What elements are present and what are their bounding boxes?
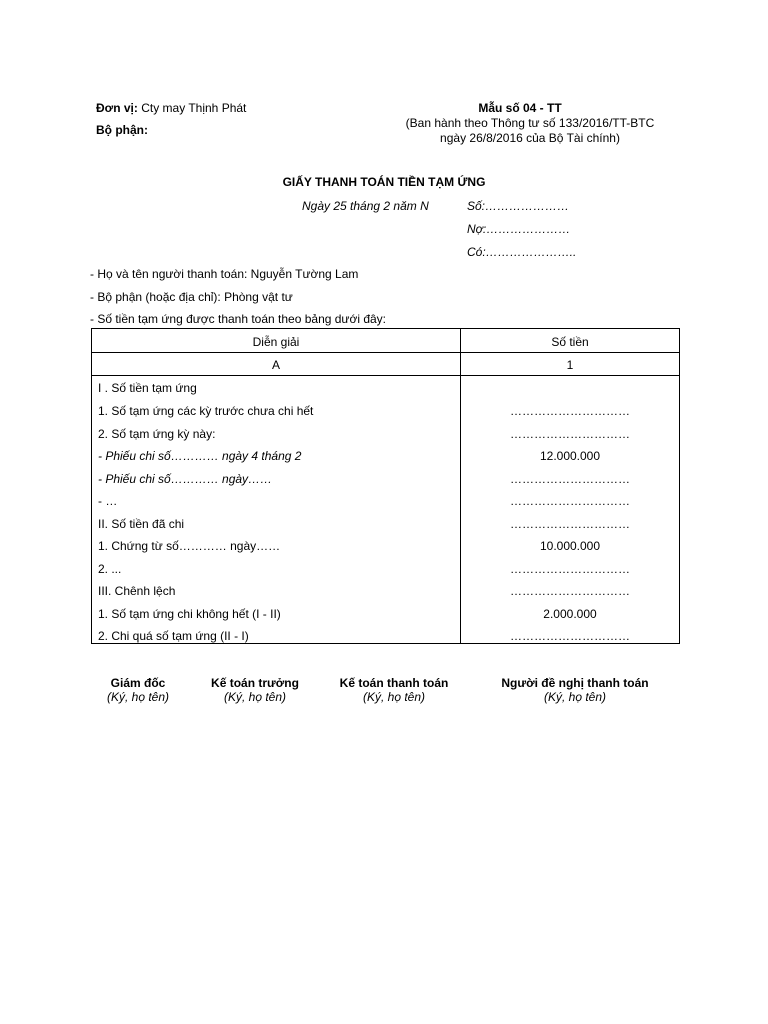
unit-line <box>96 101 246 116</box>
signature-chief-accountant-title: Kế toán trưởng <box>211 676 299 690</box>
table-header-divider <box>92 352 679 353</box>
row-desc: 1. Số tạm ứng các kỳ trước chưa chi hết <box>98 404 314 418</box>
ref-no: Nợ:………………… <box>467 222 571 236</box>
document-title: GIẤY THANH TOÁN TIỀN TẠM ỨNG <box>282 175 486 189</box>
signature-director-title: Giám đốc <box>110 676 166 690</box>
subheader-description: A <box>271 358 280 372</box>
row-amount: ………………………… <box>510 629 630 643</box>
unit-value: Cty may Thịnh Phát <box>141 101 247 115</box>
row-desc: - … <box>98 494 118 508</box>
ref-co: Có:………………….. <box>467 245 577 259</box>
amount-note-line: - Số tiền tạm ứng được thanh toán theo bảng dưới đây: <box>90 312 387 326</box>
row-amount: ………………………… <box>510 584 630 598</box>
ref-so: Số:………………… <box>467 199 570 213</box>
row-desc: - Phiếu chi số………… ngày…… <box>98 472 273 486</box>
row-amount: 12.000.000 <box>539 449 601 463</box>
row-amount: ………………………… <box>510 472 630 486</box>
row-amount: ………………………… <box>510 517 630 531</box>
form-legal-note-2: ngày 26/8/2016 của Bộ Tài chính) <box>440 131 620 145</box>
row-desc: - Phiếu chi số………… ngày 4 tháng 2 <box>98 449 302 463</box>
row-amount: 10.000.000 <box>539 539 601 553</box>
row-amount: ………………………… <box>510 494 630 508</box>
row-amount: ………………………… <box>510 562 630 576</box>
row-desc: III. Chênh lệch <box>98 584 176 598</box>
payer-name-line: - Họ và tên người thanh toán: Nguyễn Tường Lam <box>90 267 359 281</box>
row-amount: ………………………… <box>510 404 630 418</box>
signature-chief-accountant-note: (Ký, họ tên) <box>223 690 287 704</box>
department-line: - Bộ phận (hoặc địa chỉ): Phòng vật tư <box>90 290 293 304</box>
form-legal-note-1: (Ban hành theo Thông tư số 133/2016/TT-BTC <box>405 116 655 130</box>
header-description: Diễn giải <box>252 335 300 349</box>
subheader-amount: 1 <box>566 358 574 372</box>
signature-payment-accountant-note: (Ký, họ tên) <box>362 690 426 704</box>
row-desc: I . Số tiền tạm ứng <box>98 381 197 395</box>
row-desc: 2. Chi quá số tạm ứng (II - I) <box>98 629 249 643</box>
row-desc: 1. Số tạm ứng chi không hết (I - II) <box>98 607 281 621</box>
row-amount: ………………………… <box>510 427 630 441</box>
row-desc: 1. Chứng từ số………… ngày…… <box>98 539 281 553</box>
signature-director-note: (Ký, họ tên) <box>106 690 170 704</box>
unit-label: Đơn vị: <box>96 101 138 115</box>
signature-requester-title: Người đề nghị thanh toán <box>501 676 649 690</box>
table-subheader-divider <box>92 375 679 376</box>
row-desc: 2. Số tạm ứng kỳ này: <box>98 427 216 441</box>
document-date: Ngày 25 tháng 2 năm N <box>302 199 429 213</box>
signature-payment-accountant-title: Kế toán thanh toán <box>339 676 449 690</box>
form-code: Mẫu số 04 - TT <box>478 101 562 115</box>
header-amount: Số tiền <box>551 335 589 349</box>
row-desc: 2. ... <box>98 562 122 576</box>
row-desc: II. Số tiền đã chi <box>98 517 185 531</box>
signature-requester-note: (Ký, họ tên) <box>543 690 607 704</box>
settlement-table <box>91 328 680 644</box>
department-label: Bộ phận: <box>96 123 148 137</box>
row-amount: 2.000.000 <box>543 607 597 621</box>
